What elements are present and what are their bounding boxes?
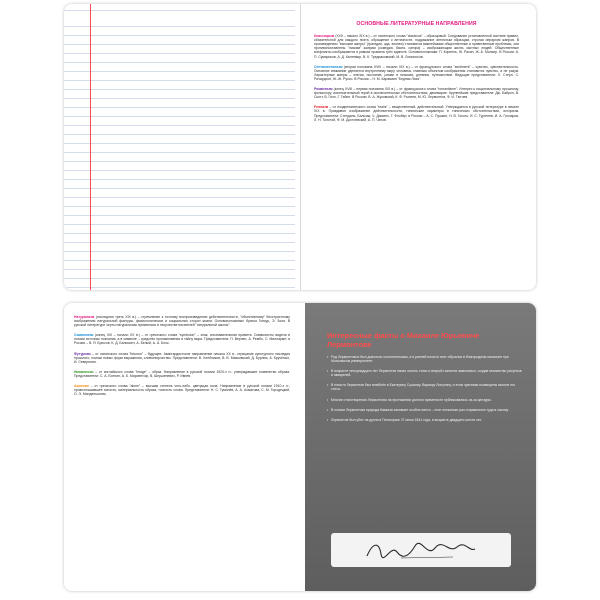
notebook-page-bottom (64, 303, 536, 591)
fact-item: • Род Лермонтовых был довольно состоятельным, а в ранней юности поэт обучался в благородном пансионе при Московском университете. (327, 355, 523, 363)
fact-item: • Многие стихотворения Лермонтова на протяжении долгого времени не публиковались из-за цензуры. (327, 398, 523, 402)
entry-acmeism: Акмеизм – от греческого слова "akme" – высшая степень чего-либо, цветущая сила. Направление в русской поэзии 1910-х гг., провозглашавшее ясность, материальность образа, точность слова. Представители: Н. С. Гумилёв, А. А. Ахматова, С. М. Городецкий, О. Э. Мандельштам. (74, 384, 290, 397)
entry-symbolism: Символизм (конец XIX – начало XX в.) – от греческого слова "symbolon" – знак, опознавательная примета. Символисты видели в поэзии источник познания, а в символе – средство проникновения в тайну мира. Представители: П. Верлен, А. Рембо, С. Малларме; в России – В. Я. Брюсов, К. Д. Бальмонт, А. Белый, А. А. Блок. (74, 333, 290, 346)
margin-line (90, 4, 91, 290)
notebook-page-top (64, 4, 536, 290)
literary-movements-column-2 (74, 315, 290, 402)
signature-image (361, 538, 481, 562)
page-title: ОСНОВНЫЕ ЛИТЕРАТУРНЫЕ НАПРАВЛЕНИЯ (356, 21, 477, 27)
entry-realism: Реализм – от позднелатинского слова "realis" – вещественный, действительный. Утверждается в русской литературе в начале XIX в. Правдивое изображение действительности, типические характеры в типических обстоятельствах, историзм. Представители: Стендаль, Бальзак, Ч. Диккенс, Г. Флобер; в России – А. С. Пушкин, Н. В. Гоголь, И. С. Тургенев, И. А. Гончаров, Л. Н. Толстой, Ф. М. Достоевский, А. П. Чехов. (314, 105, 519, 122)
fact-item: • В возрасте четырнадцати лет Лермонтов начал писать стихи и всерьёз занялся живописью, создав множество рисунков и акварелей. (327, 369, 523, 377)
entry-sentimentalism: Сентиментализм (вторая половина XVIII – начало XIX в.) – от французского слова "sentiment" – чувство, чувствительность. Основное внимание уделяется внутреннему миру человека, главным объектом изображения становится чувство, а не разум. Характерные жанры – элегия, послание, роман в письмах, дневник, путешествие. Ведущие представители: Л. Стерн, С. Ричардсон, Ж.-Ж. Руссо. В России – Н. М. Карамзин "Бедная Лиза". (314, 64, 519, 81)
entry-classicism: Классицизм (XVII – начало XIX в.) – от латинского слова "classicus" – образцовый. Следование установленной системе правил, обязательной для каждого поэта, обращение к античности, подражание античным образцам, строгая иерархия жанров. В произведениях "высокие жанры" (трагедия, ода, эпопея) становятся важнейшими общественные и нравственные проблемы, они противопоставлены "низким" жанрам (комедия, басня, сатира) – изображающим жизнь частных людей. Общественные конфликты изображаются в рамках правила трёх единств. Основоположники: П. Корнель, Ж. Расин, Ж.-Б. Мольер. В России: А. П. Сумароков, А. Д. Кантемир, В. К. Тредиаковский, М. В. Ломоносов. (314, 34, 519, 59)
lined-left-page (64, 4, 295, 290)
fact-item: • В поэзии Лермонтова природа Кавказа занимает особое место – поэт несколько раз отправлялся туда в ссылку. (327, 408, 523, 412)
literary-movements-column (314, 22, 519, 128)
entry-futurism: Футуризм – от латинского слова "futurum" – будущее. Авангардистское направление начала XX в., отрицание культурного наследия прошлого, поиски новых форм выражения, словотворчество. Представители: В. Хлебников, В. В. Маяковский, Д. Бурлюк, А. Кручёных, И. Северянин. (74, 351, 290, 364)
page-spine (300, 4, 301, 290)
panel-title: Интересные факты о Михаиле Юрьевиче Лермонтове (327, 331, 480, 349)
facts-list (327, 355, 523, 428)
signature-box (331, 533, 511, 567)
lermontov-facts-panel (305, 303, 536, 591)
entry-imagism: Имажинизм – от английского слова "image" – образ. Направление в русской поэзии 1920-х гг., утверждавшее главенство образа. Представители: С. А. Есенин, А. Б. Мариенгоф, В. Шершеневич, Р. Ивнев. (74, 369, 290, 378)
entry-romanticism: Романтизм (конец XVIII – первая половина XIX в.) – от французского слова "romantisme". Интерес к национальному прошлому, фольклору, исключительный герой в исключительных обстоятельствах, двоемирие. Крупнейшие представители: Дж. Байрон, В. Скотт, В. Гюго, Г. Гейне. В России: В. А. Жуковский, К. Ф. Рылеев, М. Ю. Лермонтов, Ф. И. Тютчев. (314, 87, 519, 100)
entry-naturalism: Натурализм (последняя треть XIX в.) – стремление к точному воспроизведению действительности, "объективному" бесстрастному изображению натуральной фактуры, физиологических и социальных сторон жизни. Основоположники: братья Гонкур, Э. Золя. В русской литературе черты натурализма проявились в творчестве писателей "натуральной школы". (74, 315, 290, 328)
fact-item: • В юности Лермонтов был влюблён в Екатерину Сушкову, Варвару Лопухину, и этим чувствам посвящены многие его стихи. (327, 383, 523, 391)
fact-item: • Лермонтов был убит на дуэли в Пятигорске 27 июля 1841 года, в возрасте двадцати шести лет. (327, 418, 523, 422)
